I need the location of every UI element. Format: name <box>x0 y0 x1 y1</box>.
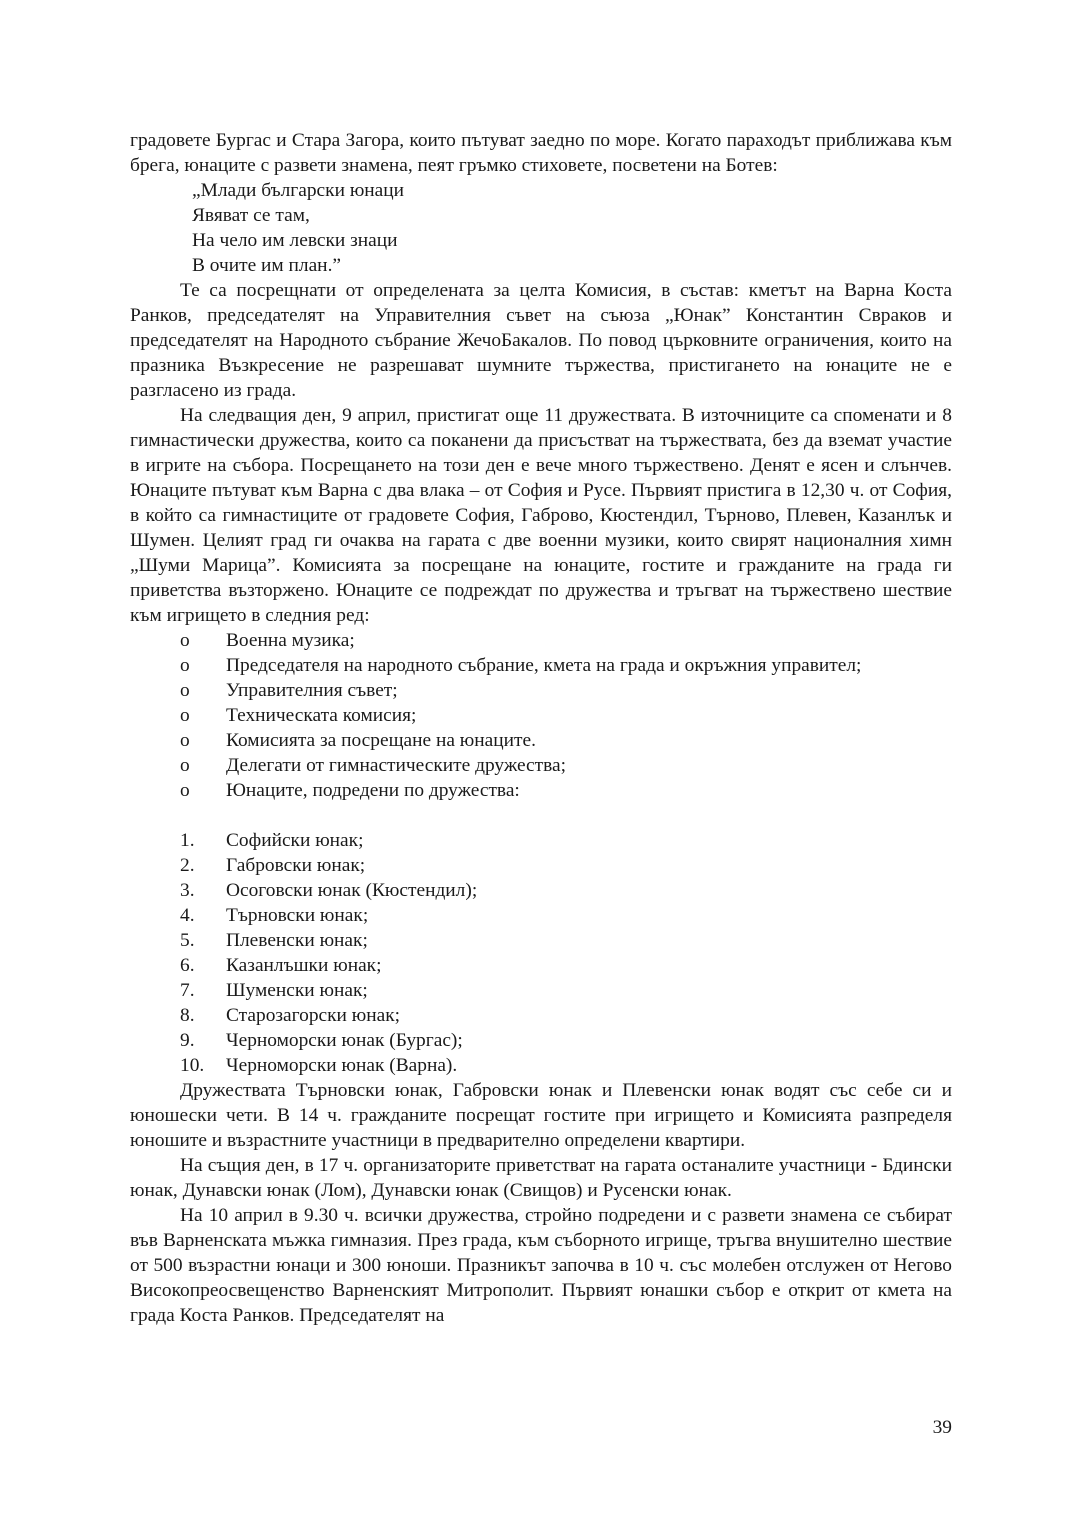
list-item <box>130 653 952 678</box>
list-item-text: Осоговски юнак (Кюстендил); <box>226 880 478 901</box>
list-item <box>130 928 952 953</box>
list-item-text: Управителния съвет; <box>226 680 398 701</box>
paragraph-april-10: На 10 април в 9.30 ч. всички дружества, стройно подредени и с развети знамена се събират във Варненската мъжка гимназия. През града, към съборното игрище, тръгва внушително шествие от 500 възрастни юнаци и 300 юноши. Празникът започва в 10 ч. със молебен отслужен от Негово Високопреосвещенство Варненският Митрополит. Първият юнашки събор е открит от кмета на града Коста Ранков. Председателят на <box>130 1205 952 1326</box>
bullet-marker: o <box>180 655 190 676</box>
list-item <box>130 903 952 928</box>
bullet-marker: o <box>180 630 190 651</box>
procession-order-list <box>130 628 952 803</box>
list-item-text: Габровски юнак; <box>226 855 366 876</box>
paragraph-intro: градовете Бургас и Стара Загора, които пътуват заедно по море. Когато параходът приближава към брега, юнаците с развети знамена, пеят гръмко стиховете, посветени на Ботев: <box>130 130 952 176</box>
list-item <box>130 728 952 753</box>
list-number: 9. <box>180 1030 195 1051</box>
bullet-marker: o <box>180 705 190 726</box>
list-item <box>130 628 952 653</box>
list-item <box>130 828 952 853</box>
list-item <box>130 1003 952 1028</box>
bullet-marker: o <box>180 680 190 701</box>
list-item-text: Търновски юнак; <box>226 905 369 926</box>
paragraph-commission: Те са посрещнати от определената за целта Комисия, в състав: кметът на Варна Коста Ранков, председателят на Управителния съвет на съюза „Юнак” Константин Свраков и председателят на Народното събрание ЖечоБакалов. По повод църковните ограничения, които на празника Възкресение не разрешават шумните тържества, пристигането на юнаците не е разгласено из града. <box>130 280 952 401</box>
bullet-marker: o <box>180 755 190 776</box>
list-item <box>130 778 952 803</box>
list-number: 10. <box>180 1055 205 1076</box>
list-item-text: Черноморски юнак (Варна). <box>226 1055 458 1076</box>
list-item <box>130 1053 952 1078</box>
list-number: 6. <box>180 955 195 976</box>
verse-block <box>192 178 952 278</box>
list-item <box>130 678 952 703</box>
verse-line: На чело им левски знаци <box>192 230 398 251</box>
list-item-text: Комисията за посрещане на юнаците. <box>226 730 536 751</box>
list-number: 7. <box>180 980 195 1001</box>
list-item <box>130 703 952 728</box>
list-spacer <box>130 803 952 828</box>
list-number: 8. <box>180 1005 195 1026</box>
verse-line: „Млади български юнаци <box>192 180 405 201</box>
list-number: 3. <box>180 880 195 901</box>
list-item-text: Юнаците, подредени по дружества: <box>226 780 520 801</box>
list-item-text: Делегати от гимнастическите дружества; <box>226 755 567 776</box>
list-item <box>130 853 952 878</box>
list-item-text: Техническата комисия; <box>226 705 417 726</box>
page-body <box>130 128 952 1328</box>
list-number: 2. <box>180 855 195 876</box>
bullet-marker: o <box>180 730 190 751</box>
paragraph-next-day: На следващия ден, 9 април, пристигат още 11 дружествата. В източниците са споменати и 8 гимнастически дружества, които са поканени да присъстват на тържествата, без да вземат участие в игрите на събора. Посрещането на този ден е вече много тържествено. Денят е ясен и слънчев. Юнаците пътуват към Варна с два влака – от София и Русе. Първият пристига в 12,30 ч. от София, в който са гимнастиците от градовете София, Габрово, Кюстендил, Търново, Плевен, Казанлък и Шумен. Целият град ги очаква на гарата с две военни музики, които свирят националния химн „Шуми Марица”. Комисията за посрещане на юнаците, гостите и гражданите на града ги приветства възторжено. Юнаците се подреждат по дружества и тръгват на тържествено шествие към игрището в следния ред: <box>130 405 952 626</box>
list-item-text: Черноморски юнак (Бургас); <box>226 1030 463 1051</box>
verse-line: Явяват се там, <box>192 205 310 226</box>
paragraph-youth-groups: Дружествата Търновски юнак, Габровски юнак и Плевенски юнак водят със себе си и юношески чети. В 14 ч. гражданите посрещат гостите при игрището и Комисията разпределя юношите и възрастните участници в предварително определени квартири. <box>130 1080 952 1151</box>
list-number: 4. <box>180 905 195 926</box>
list-item <box>130 753 952 778</box>
list-item-text: Председателя на народното събрание, кмета на града и окръжния управител; <box>226 655 862 676</box>
verse-line: В очите им план.” <box>192 255 342 276</box>
list-item <box>130 1028 952 1053</box>
paragraph-evening-arrivals: На същия ден, в 17 ч. организаторите приветстват на гарата останалите участници - Бдински юнак, Дунавски юнак (Лом), Дунавски юнак (Свищов) и Русенски юнак. <box>130 1155 952 1201</box>
list-item-text: Софийски юнак; <box>226 830 364 851</box>
list-item-text: Плевенски юнак; <box>226 930 368 951</box>
societies-list <box>130 828 952 1078</box>
list-item-text: Шуменски юнак; <box>226 980 368 1001</box>
list-item-text: Казанлъшки юнак; <box>226 955 382 976</box>
list-item-text: Старозагорски юнак; <box>226 1005 401 1026</box>
page-number: 39 <box>932 1417 952 1438</box>
list-item <box>130 878 952 903</box>
list-number: 1. <box>180 830 195 851</box>
list-item <box>130 953 952 978</box>
list-item <box>130 978 952 1003</box>
bullet-marker: o <box>180 780 190 801</box>
list-item-text: Военна музика; <box>226 630 355 651</box>
list-number: 5. <box>180 930 195 951</box>
